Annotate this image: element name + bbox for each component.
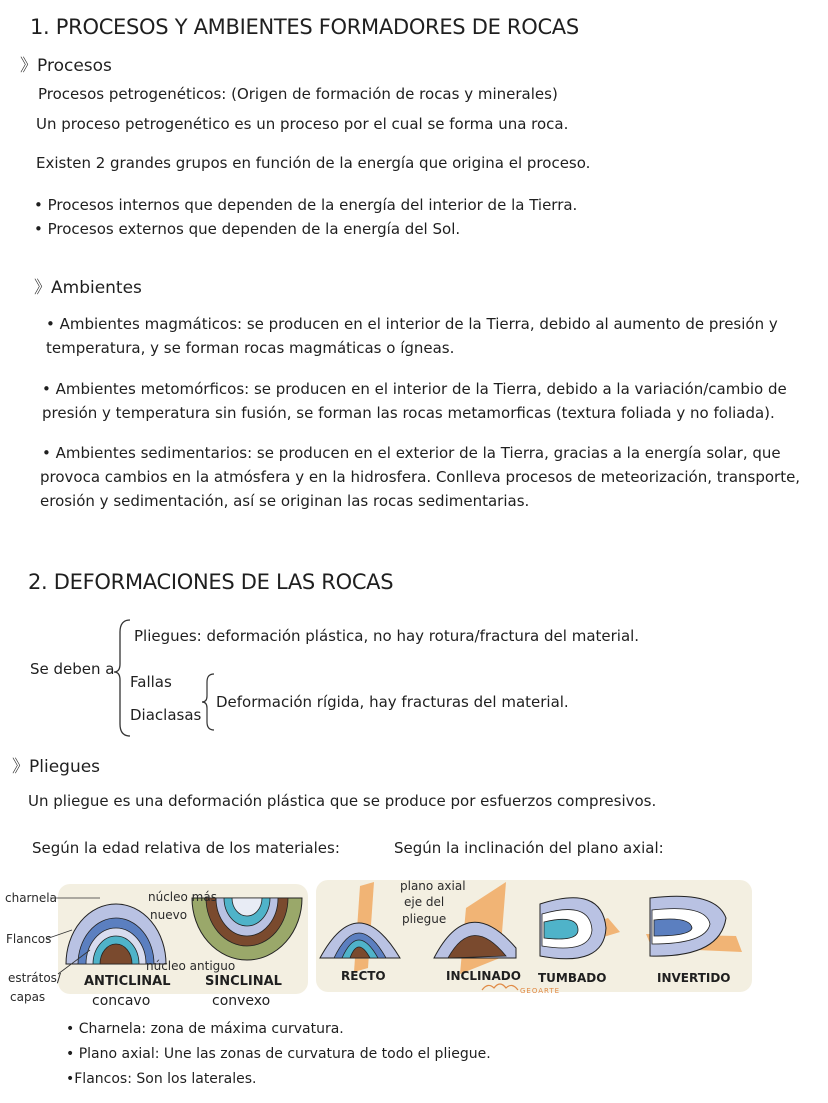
concavo-label: concavo [92, 993, 151, 1009]
ambiente-sedimentario-l2: provoca cambios en la atmósfera y en la hidrosfera. Conlleva procesos de meteorización, transporte, [40, 468, 801, 486]
invertido-label: INVERTIDO [657, 971, 731, 985]
ambiente-magmatico-l1: • Ambientes magmáticos: se producen en el interior de la Tierra, debido al aumento de presión y [46, 315, 778, 333]
convexo-label: convexo [212, 993, 271, 1009]
note-plano-axial: • Plano axial: Une las zonas de curvatura de todo el pliegue. [66, 1046, 491, 1062]
anticlinal-label: ANTICLINAL [84, 974, 171, 989]
procesos-p1: Procesos petrogenéticos: (Origen de formación de rocas y minerales) [38, 85, 558, 103]
ambiente-metamorfico-l1: • Ambientes metomórficos: se producen en el interior de la Tierra, debido a la variación/cambio de [42, 380, 787, 398]
estratos-label-1: estrátos/ [8, 971, 61, 985]
procesos-bullet-internos: • Procesos internos que dependen de la energía del interior de la Tierra. [34, 196, 578, 214]
estratos-label-2: capas [10, 990, 46, 1004]
tumbado-label: TUMBADO [538, 971, 607, 985]
diaclasas-label: Diaclasas [130, 706, 202, 724]
section2-title: 2. DEFORMACIONES DE LAS ROCAS [28, 570, 394, 594]
eje-pliegue-label-1: eje del [404, 895, 445, 909]
nucleo-mas-label-1: núcleo más [148, 890, 217, 904]
note-charnela: • Charnela: zona de máxima curvatura. [66, 1021, 344, 1037]
inclinado-label: INCLINADO [446, 969, 521, 983]
segun-edad-label: Según la edad relativa de los materiales: [32, 839, 340, 857]
section1-title: 1. PROCESOS Y AMBIENTES FORMADORES DE ROCAS [30, 15, 579, 39]
se-deben-label: Se deben a [30, 660, 115, 678]
charnela-label: charnela [5, 891, 57, 905]
nucleo-mas-label-2: nuevo [150, 908, 188, 922]
pliegues-heading: 》Pliegues [12, 757, 101, 777]
ambiente-metamorfico-l2: presión y temperatura sin fusión, se forman las rocas metamorficas (textura foliada y no foliada). [42, 404, 775, 422]
pliegue-definition: Un pliegue es una deformación plástica que se produce por esfuerzos compresivos. [28, 792, 657, 810]
ambiente-sedimentario-l1: • Ambientes sedimentarios: se producen en el exterior de la Tierra, gracias a la energía solar, que [42, 444, 781, 462]
procesos-p2: Un proceso petrogenético es un proceso por el cual se forma una roca. [36, 115, 569, 133]
pliegues-definition: Pliegues: deformación plástica, no hay rotura/fractura del material. [134, 627, 640, 645]
procesos-bullet-externos: • Procesos externos que dependen de la energía del Sol. [34, 220, 461, 238]
nucleo-antiguo-label: núcleo antiguo [146, 959, 236, 973]
flancos-label: Flancos [6, 932, 52, 946]
fallas-label: Fallas [130, 673, 172, 691]
procesos-heading: 》Procesos [20, 56, 112, 76]
sinclinal-label: SINCLINAL [205, 974, 282, 989]
eje-pliegue-label-2: pliegue [402, 912, 447, 926]
ambientes-heading: 》Ambientes [34, 278, 142, 298]
note-flancos: •Flancos: Son los laterales. [66, 1071, 257, 1087]
ambiente-sedimentario-l3: erosión y sedimentación, así se originan las rocas sedimentarias. [40, 492, 530, 510]
procesos-p3: Existen 2 grandes grupos en función de la energía que origina el proceso. [36, 154, 591, 172]
segun-inclinacion-label: Según la inclinación del plano axial: [394, 839, 664, 857]
geoarte-watermark: GEOARTE [520, 987, 561, 995]
plano-axial-label: plano axial [400, 879, 466, 893]
ambiente-magmatico-l2: temperatura, y se forman rocas magmáticas o ígneas. [46, 339, 455, 357]
deformacion-rigida: Deformación rígida, hay fracturas del material. [216, 693, 569, 711]
recto-label: RECTO [341, 969, 386, 983]
